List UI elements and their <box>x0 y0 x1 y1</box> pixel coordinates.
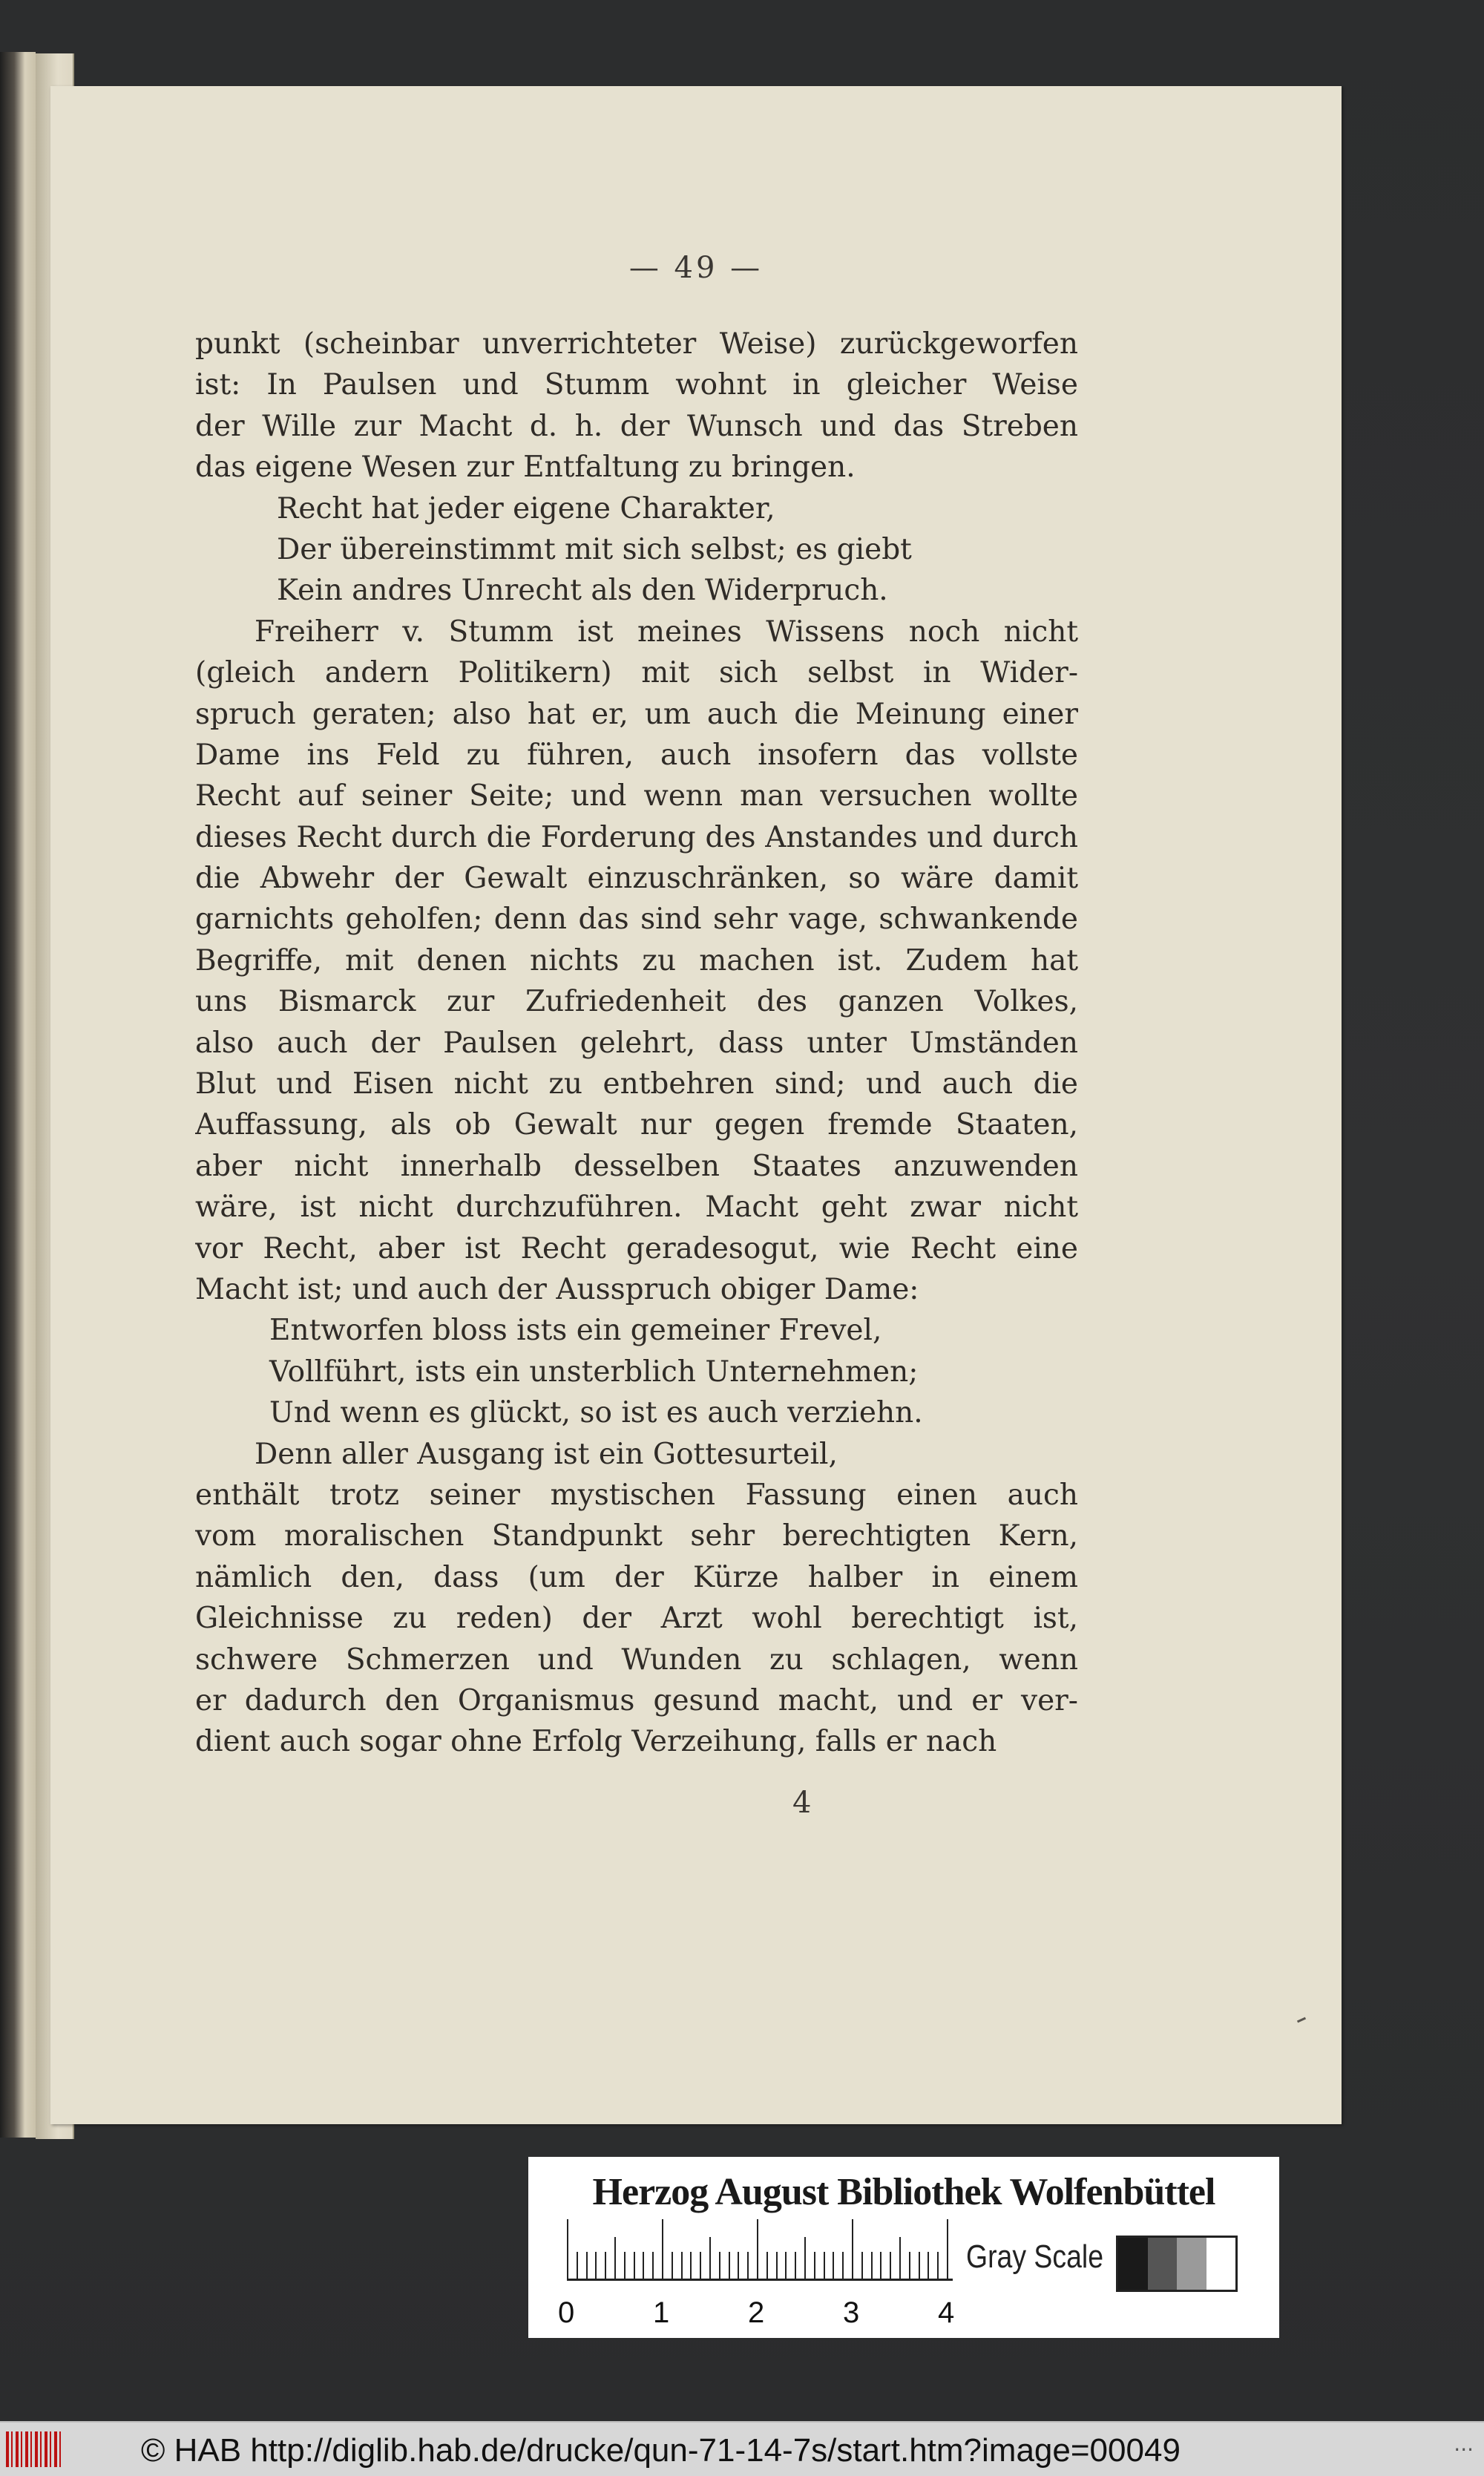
page-mark <box>1297 2017 1306 2023</box>
text-line: die Abwehr der Gewalt einzuschränken, so wäre damit <box>195 862 1078 896</box>
ruler-tick <box>719 2252 720 2279</box>
text-line: Recht auf seiner Seite; und wenn man versuchen wollte <box>195 779 1078 813</box>
ruler-tick <box>681 2252 683 2279</box>
text-line: Dame ins Feld zu führen, auch insofern das vollste <box>195 738 1078 772</box>
more-icon[interactable]: ··· <box>1454 2437 1474 2462</box>
book-page <box>50 86 1342 2124</box>
ruler-tick <box>672 2252 673 2279</box>
ruler-tick <box>776 2252 778 2279</box>
text-line: wäre, ist nicht durchzuführen. Macht geht zwar nicht <box>195 1190 1078 1225</box>
text-line: (gleich andern Politikern) mit sich selbst in Wider- <box>195 656 1078 690</box>
text-line: ist: In Paulsen und Stumm wohnt in gleicher Weise <box>195 368 1078 402</box>
ruler-tick <box>757 2219 758 2279</box>
text-line: Kein andres Unrecht als den Widerpruch. <box>277 574 888 608</box>
ruler-tick <box>747 2252 749 2279</box>
ruler-number: 1 <box>653 2296 670 2329</box>
ruler-tick <box>586 2252 588 2279</box>
text-line: dient auch sogar ohne Erfolg Verzeihung, falls er nach <box>195 1725 997 1759</box>
text-line: Begriffe, mit denen nichts zu machen ist. Zudem hat <box>195 943 1078 977</box>
ruler-number: 3 <box>843 2296 860 2329</box>
gray-swatch <box>1118 2238 1148 2290</box>
page-number: — 49 — <box>628 251 764 285</box>
text-line: Entworfen bloss ists ein gemeiner Frevel, <box>269 1314 882 1348</box>
text-line: aber nicht innerhalb desselben Staates anzuwenden <box>195 1149 1078 1183</box>
gray-swatch <box>1177 2238 1206 2290</box>
color-calibration-card <box>528 2157 1279 2338</box>
text-line: vom moralischen Standpunkt sehr berechtigten Kern, <box>195 1519 1078 1553</box>
ruler-tick <box>614 2237 616 2279</box>
copyright-url[interactable]: © HAB http://diglib.hab.de/drucke/qun-71-14-7s/start.htm?image=00049 <box>141 2432 1181 2469</box>
text-line: also auch der Paulsen gelehrt, dass unter Umständen <box>195 1026 1078 1060</box>
ruler-tick <box>928 2252 929 2279</box>
ruler-tick <box>833 2252 834 2279</box>
ruler-tick <box>814 2252 815 2279</box>
ruler-tick <box>729 2252 730 2279</box>
ruler-tick <box>700 2252 701 2279</box>
text-line: Und wenn es glückt, so ist es auch verziehn. <box>269 1396 923 1430</box>
text-line: Vollführt, ists ein unsterblich Unternehmen; <box>269 1355 919 1389</box>
ruler-tick <box>577 2252 578 2279</box>
text-line: vor Recht, aber ist Recht geradesogut, wie Recht eine <box>195 1231 1078 1265</box>
text-line: schwere Schmerzen und Wunden zu schlagen, wenn <box>195 1643 1078 1677</box>
ruler-tick <box>804 2237 806 2279</box>
ruler-tick <box>595 2252 597 2279</box>
text-line: Auffassung, als ob Gewalt nur gegen fremde Staaten, <box>195 1108 1078 1142</box>
ruler-tick <box>909 2252 910 2279</box>
ruler-tick <box>634 2252 635 2279</box>
ruler-number: 2 <box>748 2296 765 2329</box>
text-line: er dadurch den Organismus gesund macht, und er ver- <box>195 1683 1078 1717</box>
page-text <box>195 324 1078 1763</box>
text-line: Denn aller Ausgang ist ein Gottesurteil, <box>255 1437 838 1471</box>
grayscale-swatches <box>1116 2236 1238 2292</box>
ruler-tick <box>871 2252 873 2279</box>
text-line: dieses Recht durch die Forderung des Anstandes und durch <box>195 820 1078 854</box>
text-line: Der übereinstimmt mit sich selbst; es giebt <box>277 532 912 566</box>
ruler-tick <box>947 2219 948 2279</box>
ruler-tick <box>662 2219 663 2279</box>
ruler-tick <box>852 2219 853 2279</box>
signature-mark: 4 <box>792 1786 812 1820</box>
ruler-tick <box>624 2252 626 2279</box>
ruler-tick <box>690 2252 692 2279</box>
ruler-tick <box>919 2252 920 2279</box>
text-line: nämlich den, dass (um der Kürze halber in einem <box>195 1560 1078 1594</box>
hab-logo-icon <box>6 2431 61 2467</box>
ruler-tick <box>567 2219 568 2279</box>
gray-swatch <box>1206 2238 1236 2290</box>
ruler-tick <box>709 2237 711 2279</box>
text-line: Macht ist; und auch der Ausspruch obiger Dame: <box>195 1272 919 1306</box>
ruler-number: 0 <box>558 2296 575 2329</box>
text-line: Freiherr v. Stumm ist meines Wissens noch nicht <box>255 615 1078 649</box>
ruler-tick <box>738 2252 739 2279</box>
text-line: Blut und Eisen nicht zu entbehren sind; und auch die <box>195 1067 1078 1101</box>
viewer-footer <box>0 2421 1484 2476</box>
ruler-tick <box>899 2237 901 2279</box>
ruler-tick <box>937 2252 939 2279</box>
ruler-tick <box>795 2252 796 2279</box>
ruler-tick <box>842 2252 844 2279</box>
ruler-tick <box>605 2252 606 2279</box>
text-line: spruch geraten; also hat er, um auch die Meinung einer <box>195 697 1078 731</box>
text-line: enthält trotz seiner mystischen Fassung einen auch <box>195 1478 1078 1512</box>
ruler-tick <box>766 2252 768 2279</box>
library-title: Herzog August Bibliothek Wolfenbüttel <box>592 2171 1215 2213</box>
text-line: garnichts geholfen; denn das sind sehr vage, schwankende <box>195 903 1078 937</box>
grayscale-label: Gray Scale <box>966 2238 1103 2275</box>
text-line: punkt (scheinbar unverrichteter Weise) zurückgeworfen <box>195 327 1078 361</box>
ruler-number: 4 <box>938 2296 955 2329</box>
book-spine <box>0 52 36 2138</box>
text-line: Recht hat jeder eigene Charakter, <box>277 491 775 525</box>
ruler-tick <box>824 2252 825 2279</box>
ruler-tick <box>880 2252 881 2279</box>
gray-swatch <box>1148 2238 1178 2290</box>
text-line: der Wille zur Macht d. h. der Wunsch und das Streben <box>195 409 1078 443</box>
ruler-tick <box>785 2252 787 2279</box>
text-line: das eigene Wesen zur Entfaltung zu bringen. <box>195 451 856 485</box>
text-line: Gleichnisse zu reden) der Arzt wohl berechtigt ist, <box>195 1602 1078 1636</box>
ruler-tick <box>652 2252 654 2279</box>
text-line: uns Bismarck zur Zufriedenheit des ganzen Volkes, <box>195 985 1078 1019</box>
ruler-tick <box>890 2252 891 2279</box>
ruler-tick <box>643 2252 644 2279</box>
ruler-scale <box>567 2279 953 2281</box>
ruler-tick <box>861 2252 863 2279</box>
